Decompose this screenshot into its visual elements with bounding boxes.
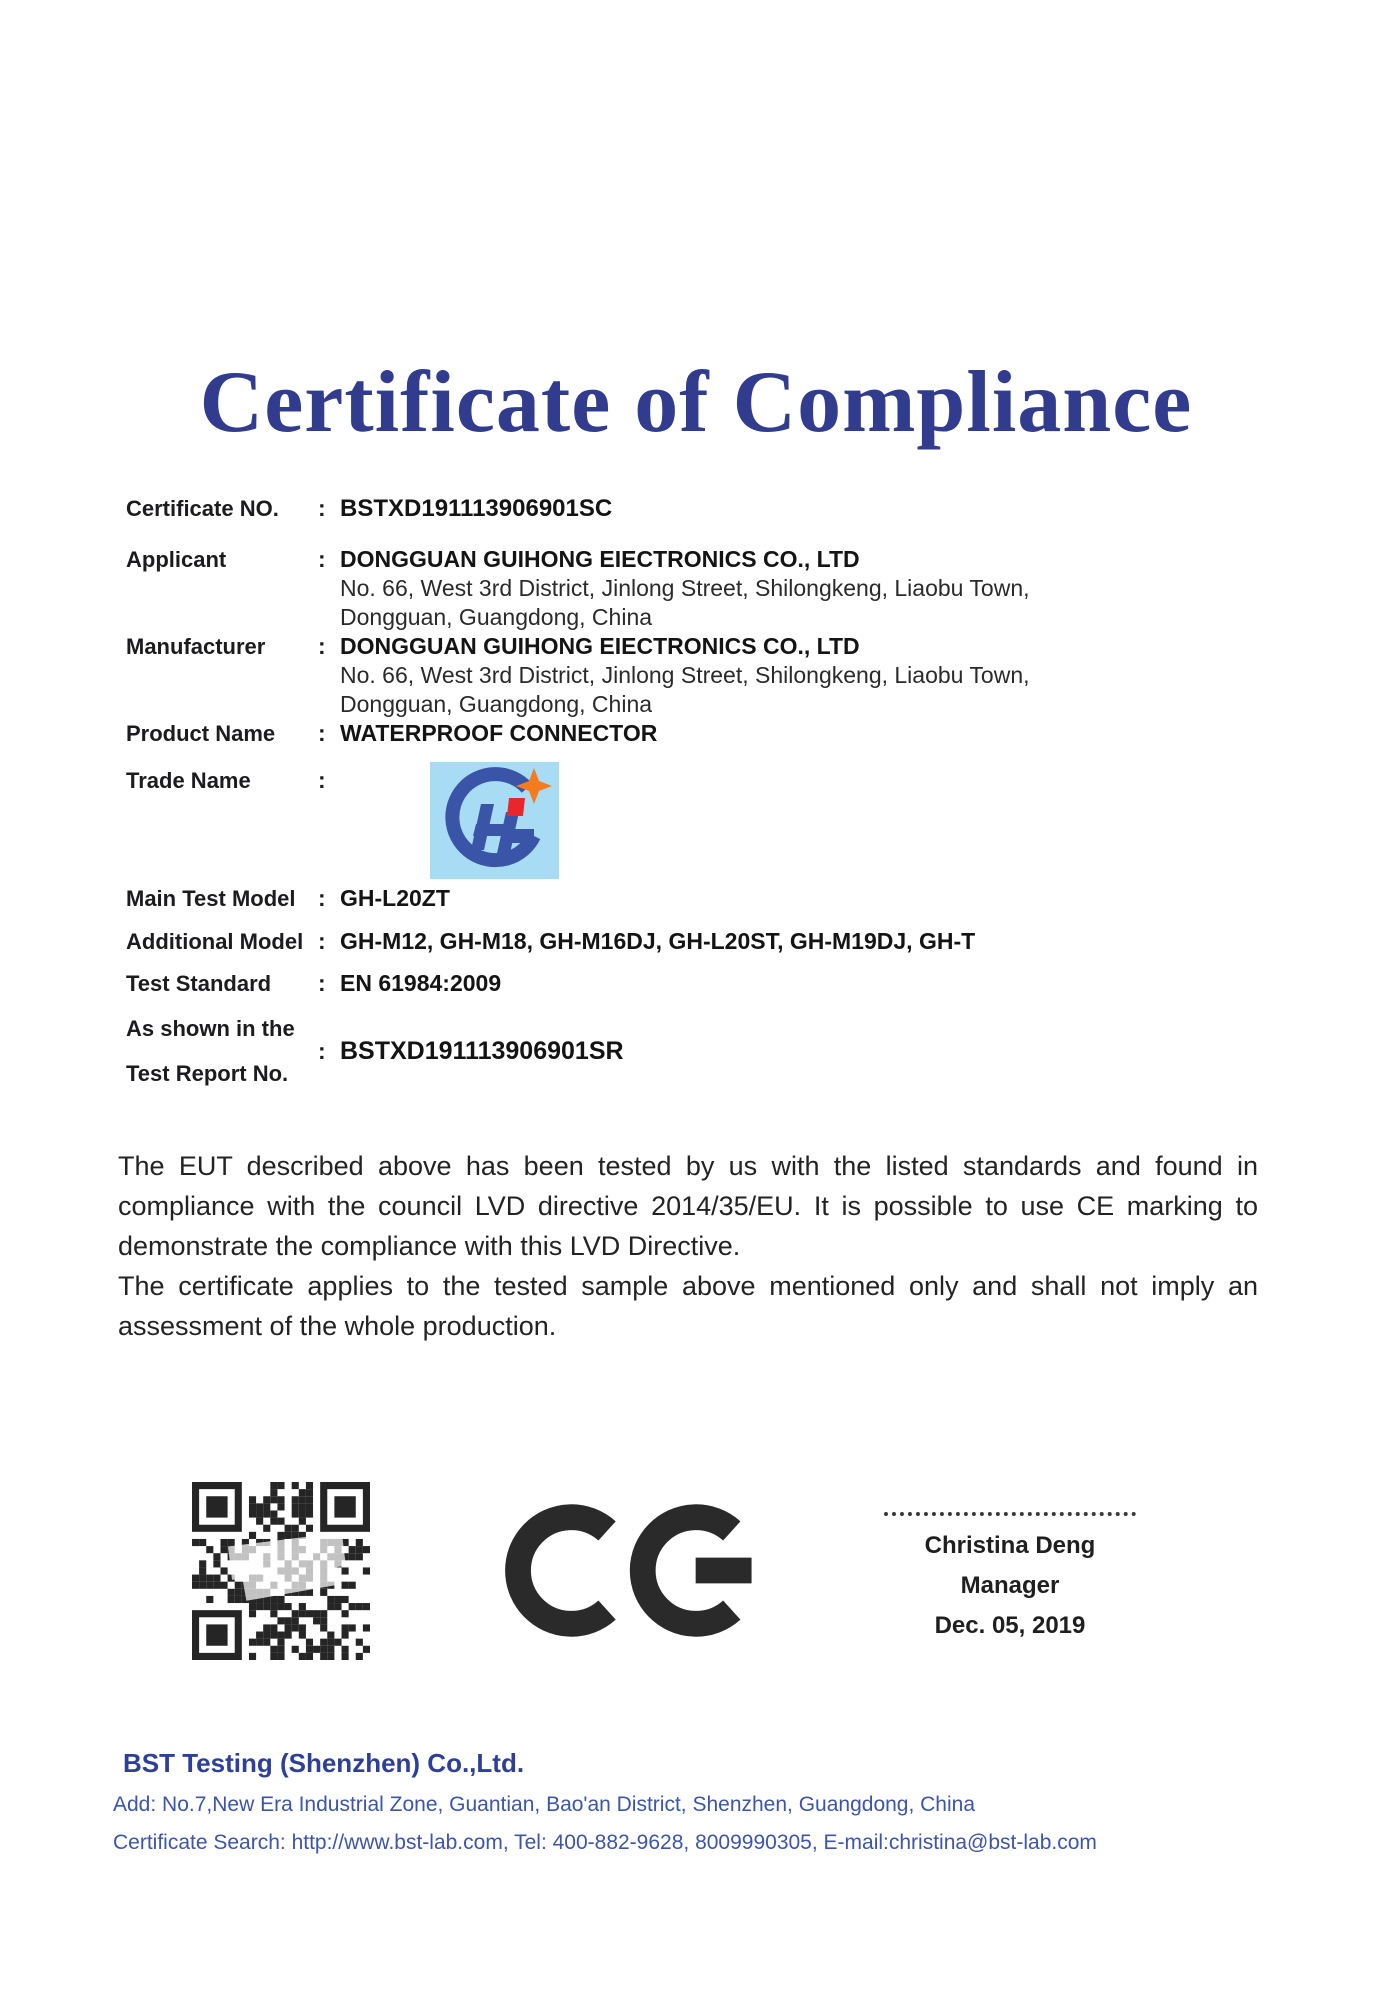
row-trade-name — [126, 766, 340, 795]
manufacturer-label: Manufacturer — [126, 634, 266, 659]
issuer-company: BST Testing (Shenzhen) Co.,Ltd. — [123, 1748, 525, 1778]
applicant-address-line1: No. 66, West 3rd District, Jinlong Street, Shilongkeng, Liaobu Town, — [340, 575, 1030, 601]
colon: : — [318, 928, 326, 954]
signatory-name: Christina Deng — [924, 1532, 1096, 1559]
main-test-model-value: GH-L20ZT — [340, 885, 450, 911]
manufacturer-company: DONGGUAN GUIHONG EIECTRONICS CO., LTD — [340, 633, 860, 659]
row-test-standard — [126, 969, 501, 998]
signatory-title: Manager — [960, 1572, 1060, 1599]
colon: : — [318, 1037, 326, 1064]
colon: : — [318, 633, 326, 659]
colon: : — [318, 767, 326, 793]
product-name-label: Product Name — [126, 721, 276, 746]
issuer-contact: Certificate Search: http://www.bst-lab.com, Tel: 400-882-9628, 8009990305, E-mail:christina@bst-lab.com — [113, 1831, 1097, 1854]
colon: : — [318, 720, 326, 746]
test-report-label — [126, 1006, 318, 1096]
colon: : — [318, 970, 326, 996]
row-additional-model — [126, 927, 975, 956]
applicant-address-line2: Dongguan, Guangdong, China — [340, 604, 653, 630]
test-report-label-line2: Test Report No. — [126, 1061, 289, 1086]
test-standard-label: Test Standard — [126, 971, 272, 996]
issuer-address: Add: No.7,New Era Industrial Zone, Guantian, Bao'an District, Shenzhen, Guangdong, China — [113, 1793, 976, 1816]
additional-model-label: Additional Model — [126, 929, 304, 954]
test-standard-value: EN 61984:2009 — [340, 970, 502, 996]
row-applicant — [126, 545, 1030, 632]
row-test-report — [126, 1006, 624, 1096]
test-report-label-line1: As shown in the — [126, 1016, 295, 1041]
applicant-label: Applicant — [126, 547, 227, 572]
statement-paragraph-2: The certificate applies to the tested sample above mentioned only and shall not imply an assessment of the whole production. — [118, 1271, 1258, 1341]
statement-paragraph-1: The EUT described above has been tested by us with the listed standards and found in compliance with the council LVD directive 2014/35/EU. It is possible to use CE marking to demonstrate the compliance with this LVD Directive. — [118, 1151, 1258, 1261]
test-report-value: BSTXD191113906901SR — [340, 1036, 624, 1065]
manufacturer-address-line1: No. 66, West 3rd District, Jinlong Street, Shilongkeng, Liaobu Town, — [340, 662, 1030, 688]
colon: : — [318, 885, 326, 911]
product-name-value: WATERPROOF CONNECTOR — [340, 720, 658, 746]
row-manufacturer — [126, 632, 1030, 719]
colon: : — [318, 495, 326, 521]
page-title: Certificate of Compliance — [199, 354, 1193, 451]
qr-code — [192, 1482, 370, 1660]
main-test-model-label: Main Test Model — [126, 886, 296, 911]
signature-block — [860, 1512, 1160, 1646]
gh-trade-logo-icon — [430, 762, 559, 879]
signature-date: Dec. 05, 2019 — [934, 1612, 1086, 1639]
ce-mark-icon — [497, 1493, 755, 1648]
row-certificate-no — [126, 494, 612, 523]
colon: : — [318, 546, 326, 572]
compliance-statement — [118, 1146, 1258, 1346]
certificate-no-label: Certificate NO. — [126, 496, 279, 521]
trade-name-label: Trade Name — [126, 768, 251, 793]
manufacturer-address-line2: Dongguan, Guangdong, China — [340, 691, 653, 717]
manufacturer-value — [340, 632, 1030, 719]
row-main-test-model — [126, 884, 450, 913]
signature-dotted-line — [884, 1512, 1136, 1516]
applicant-value — [340, 545, 1030, 632]
additional-model-value: GH-M12, GH-M18, GH-M16DJ, GH-L20ST, GH-M19DJ, GH-T — [340, 928, 976, 954]
certificate-no-value: BSTXD191113906901SC — [340, 495, 613, 522]
issuer-footer — [0, 1748, 1392, 1855]
applicant-company: DONGGUAN GUIHONG EIECTRONICS CO., LTD — [340, 546, 860, 572]
row-product-name — [126, 719, 657, 748]
